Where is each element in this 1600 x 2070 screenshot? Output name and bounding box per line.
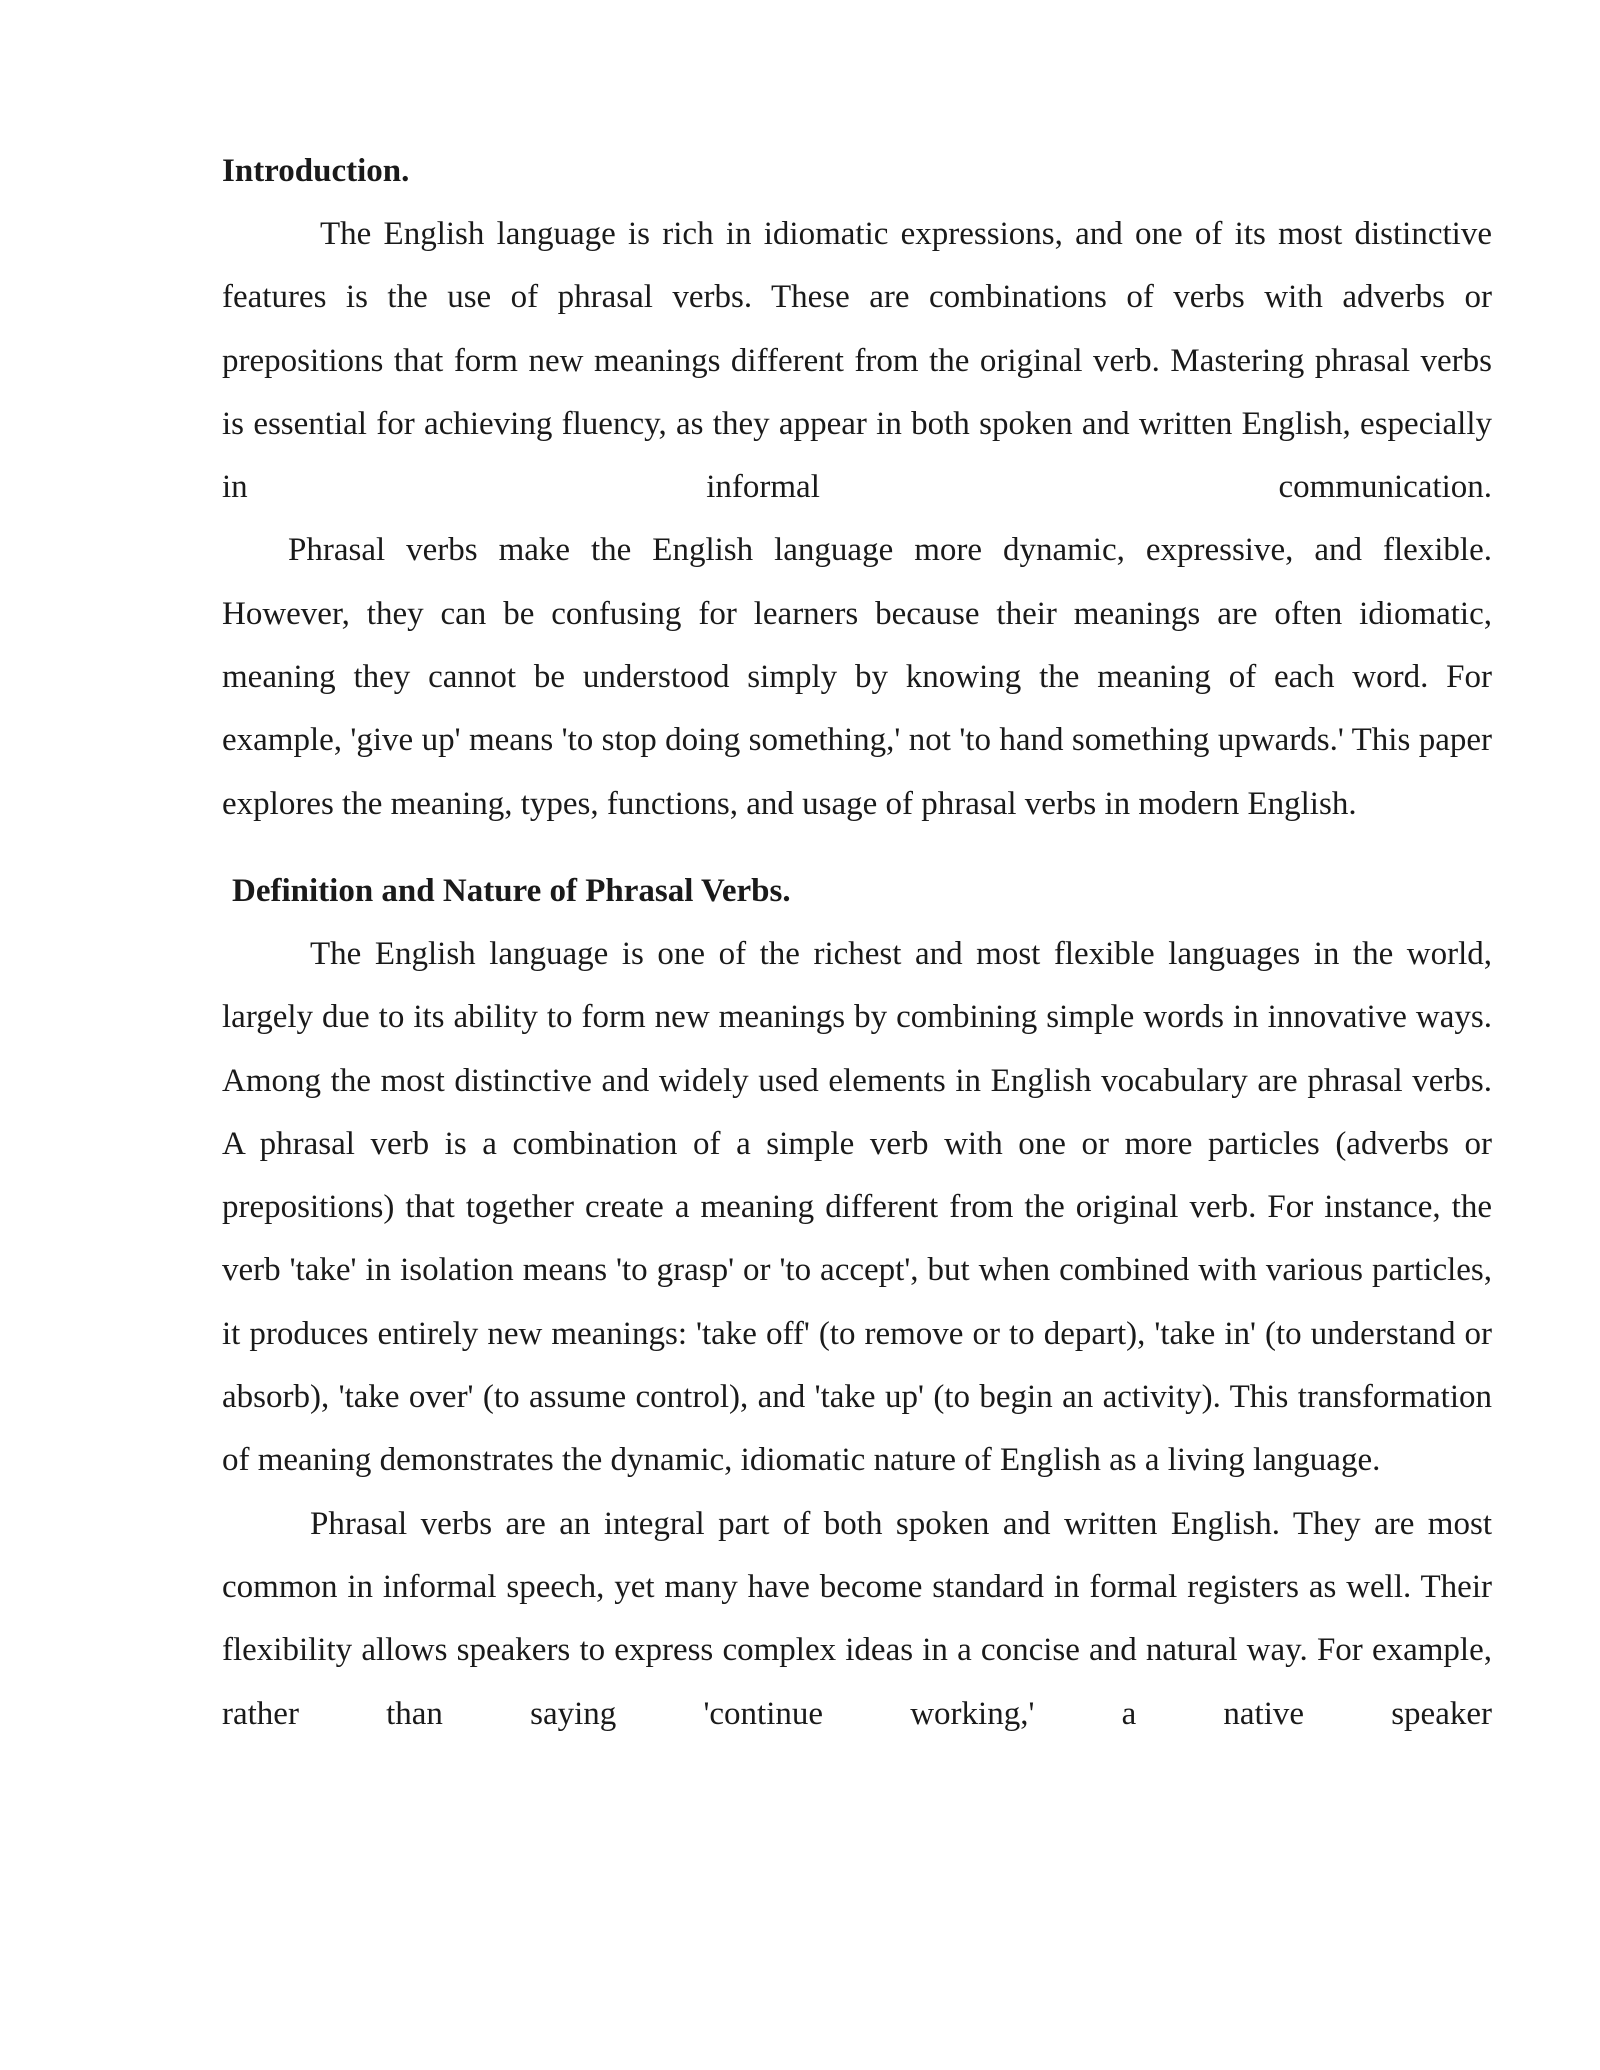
introduction-paragraph-2: Phrasal verbs make the English language more dynamic, expressive, and flexible. However, they can be confusing for learners because their meanings are often idiomatic, meaning they cannot be understood simply by knowing the meaning of each word. For example, 'give up' means 'to stop doing something,' not 'to hand something upwards.' This paper explores the meaning, types, functions, and usage of phrasal verbs in modern English. — [222, 532, 1492, 822]
document-page — [222, 140, 1492, 1746]
definition-heading: Definition and Nature of Phrasal Verbs. — [232, 872, 791, 909]
definition-paragraph-2: Phrasal verbs are an integral part of both spoken and written English. They are most common in informal speech, yet many have become standard in formal registers as well. Their flexibility allows speakers to express complex ideas in a concise and natural way. For example, rather than saying 'continue working,' a native speaker — [222, 1505, 1492, 1732]
introduction-paragraph-1: The English language is rich in idiomatic expressions, and one of its most distinctive features is the use of phrasal verbs. These are combinations of verbs with adverbs or prepositions that form new meanings different from the original verb. Mastering phrasal verbs is essential for achieving fluency, as they appear in both spoken and written English, especially in informal communication. — [222, 216, 1492, 506]
introduction-heading: Introduction. — [222, 153, 410, 189]
definition-paragraph-1: The English language is one of the richest and most flexible languages in the world, largely due to its ability to form new meanings by combining simple words in innovative ways. Among the most distinctive and widely used elements in English vocabulary are phrasal verbs. A phrasal verb is a combination of a simple verb with one or more particles (adverbs or prepositions) that together create a meaning different from the original verb. For instance, the verb 'take' in isolation means 'to grasp' or 'to accept', but when combined with various particles, it produces entirely new meanings: 'take off' (to remove or to depart), 'take in' (to understand or absorb), 'take over' (to assume control), and 'take up' (to begin an activity). This transformation of meaning demonstrates the dynamic, idiomatic nature of English as a living language. — [222, 935, 1492, 1479]
